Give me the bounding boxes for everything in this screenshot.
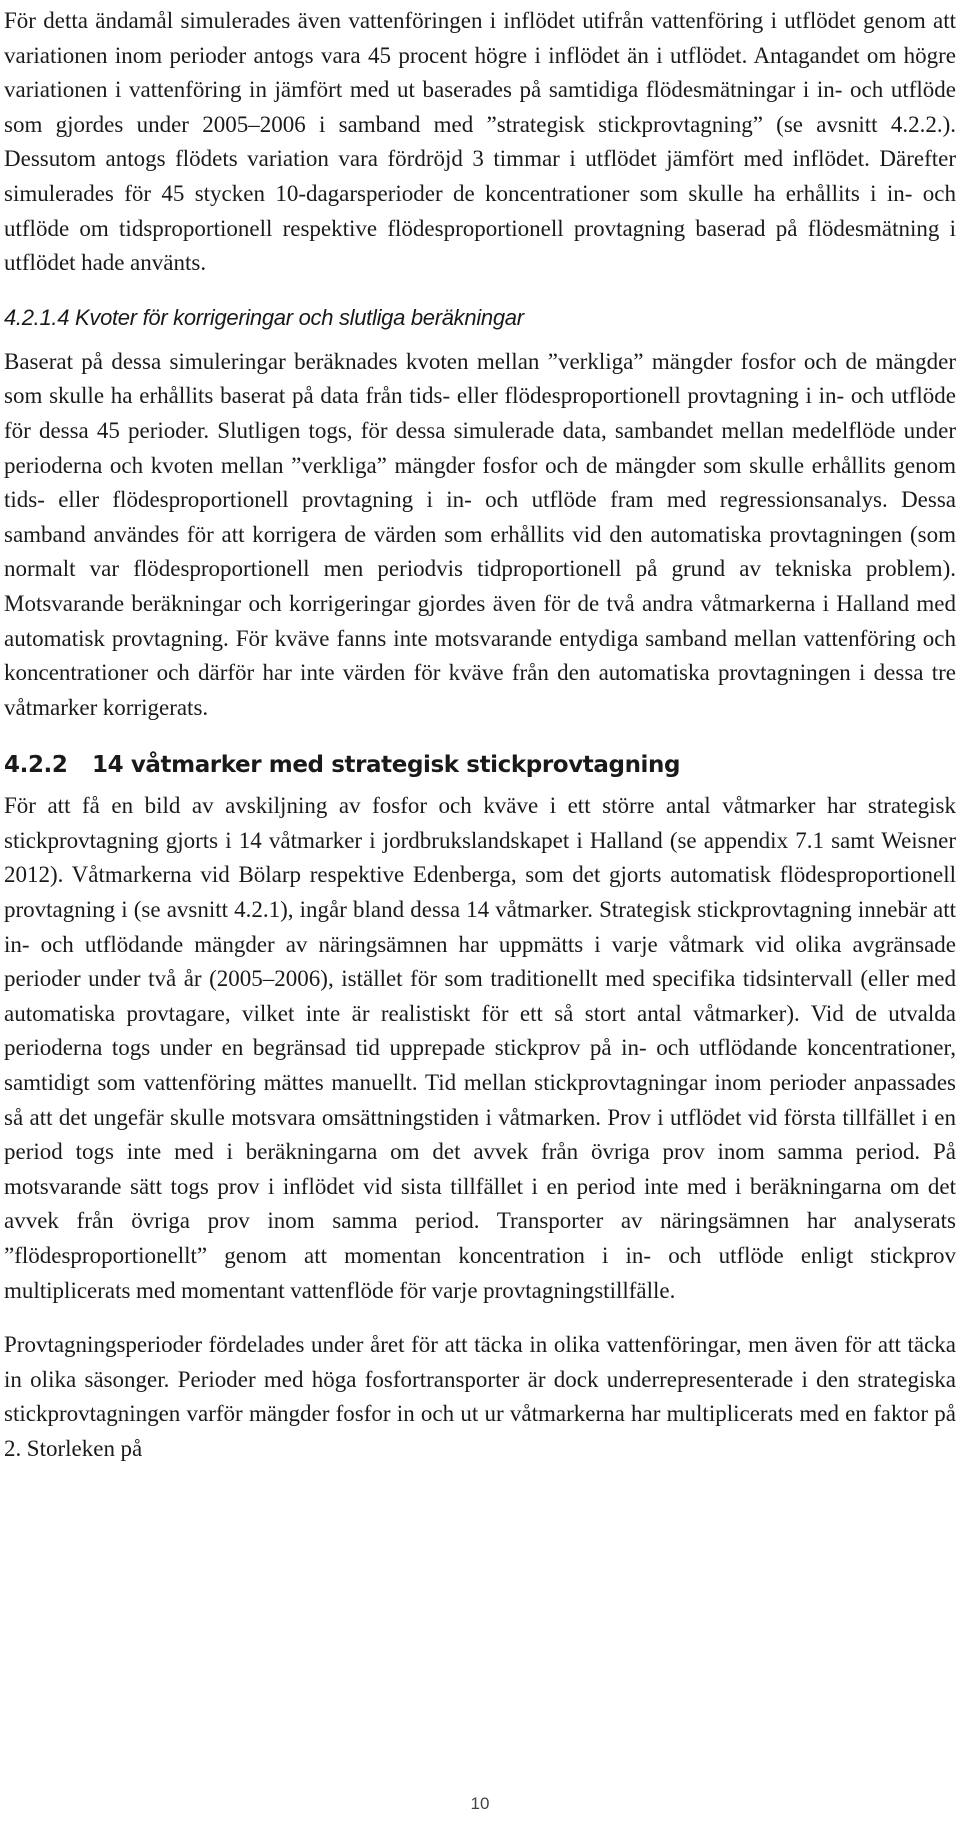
paragraph-strategic-sampling: För att få en bild av avskiljning av fosfor och kväve i ett större antal våtmarker har strategisk stickprovtagning gjorts i 14 våtmarker i jordbrukslandskapet i Halland (se appendix 7.1 samt Weisner 2012). Våtmarkerna vid Bölarp respektive Edenberga, som det gjorts automatisk flödesproportionell provtagning i (se avsnitt 4.2.1), ingår bland dessa 14 våtmarker. Strategisk stickprovtagning innebär att in- och utflödande mängder av näringsämnen har uppmätts i varje våtmark vid olika avgränsade perioder under två år (2005–2006), istället för som traditionellt med specifika tidsintervall (eller med automatiska provtagare, vilket inte är realistiskt för ett så stort antal våtmarker). Vid de utvalda perioderna togs under en begränsad tid upprepade stickprov på in- och utflödande koncentrationer, samtidigt som vattenföring mättes manuellt. Tid mellan stickprovtagningar inom perioder anpassades så att det ungefär skulle motsvara omsättningstiden i våtmarken. Prov i utflödet vid första tillfället i en period togs inte med i beräkningarna om det avvek från övriga prov inom samma period. På motsvarande sätt togs prov i inflödet vid sista tillfället i en period inte med i beräkningarna om det avvek från övriga prov inom samma period. Transporter av näringsämnen har analyserats ”flödesproportionellt” genom att momentan koncentration i in- och utflöde enligt stickprov multiplicerats med momentant vattenflöde för varje provtagningstillfälle. [4, 793, 956, 1303]
section-title: 14 våtmarker med strategisk stickprovtagning [92, 752, 681, 779]
section-heading-4-2-2 [4, 747, 956, 783]
paragraph-simulation-method: För detta ändamål simulerades även vattenföringen i inflödet utifrån vattenföring i utflödet genom att variationen inom perioder antogs vara 45 procent högre i inflödet än i utflödet. Antagandet om högre variationen i vattenföring in jämfört med ut baserades på samtidiga flödesmätningar i in- och utflöde som gjordes under 2005–2006 i samband med ”strategisk stickprovtagning” (se avsnitt 4.2.2.). Dessutom antogs flödets variation vara fördröjd 3 timmar i utflödet jämfört med inflödet. Därefter simulerades för 45 stycken 10-dagarsperioder de koncentrationer som skulle ha erhållits i in- och utflöde om tidsproportionell respektive flödesproportionell provtagning baserad på flödesmätning i utflödet hade använts. [4, 8, 956, 276]
page-number: 10 [470, 1794, 490, 1813]
paragraph-sampling-periods: Provtagningsperioder fördelades under året för att täcka in olika vattenföringar, men även för att täcka in olika säsonger. Perioder med höga fosfortransporter är dock underrepresenterade i den strategiska stickprovtagningen varför mängder fosfor in och ut ur våtmarkerna har multiplicerats med en faktor på 2. Storleken på [4, 1332, 956, 1461]
subsection-heading-4-2-1-4: 4.2.1.4 Kvoter för korrigeringar och slutliga beräkningar [4, 304, 524, 330]
section-number: 4.2.2 [4, 752, 68, 779]
paragraph-correction-ratios: Baserat på dessa simuleringar beräknades kvoten mellan ”verkliga” mängder fosfor och de mängder som skulle ha erhållits baserat på data från tids- eller flödesproportionell provtagning i in- och utflöde för dessa 45 perioder. Slutligen togs, för dessa simulerade data, sambandet mellan medelflöde under perioderna och kvoten mellan ”verkliga” mängder fosfor och de mängder som skulle erhållits genom tids- eller flödesproportionell provtagning i in- och utflöde fram med regressionsanalys. Dessa samband användes för att korrigera de värden som erhållits vid den automatiska provtagningen (som normalt var flödesproportionell men periodvis tidproportionell på grund av tekniska problem). Motsvarande beräkningar och korrigeringar gjordes även för de två andra våtmarkerna i Halland med automatisk provtagning. För kväve fanns inte motsvarande entydiga samband mellan vattenföring och koncentrationer och därför har inte värden för kväve från den automatiska provtagningen i dessa tre våtmarker korrigerats. [4, 348, 956, 720]
